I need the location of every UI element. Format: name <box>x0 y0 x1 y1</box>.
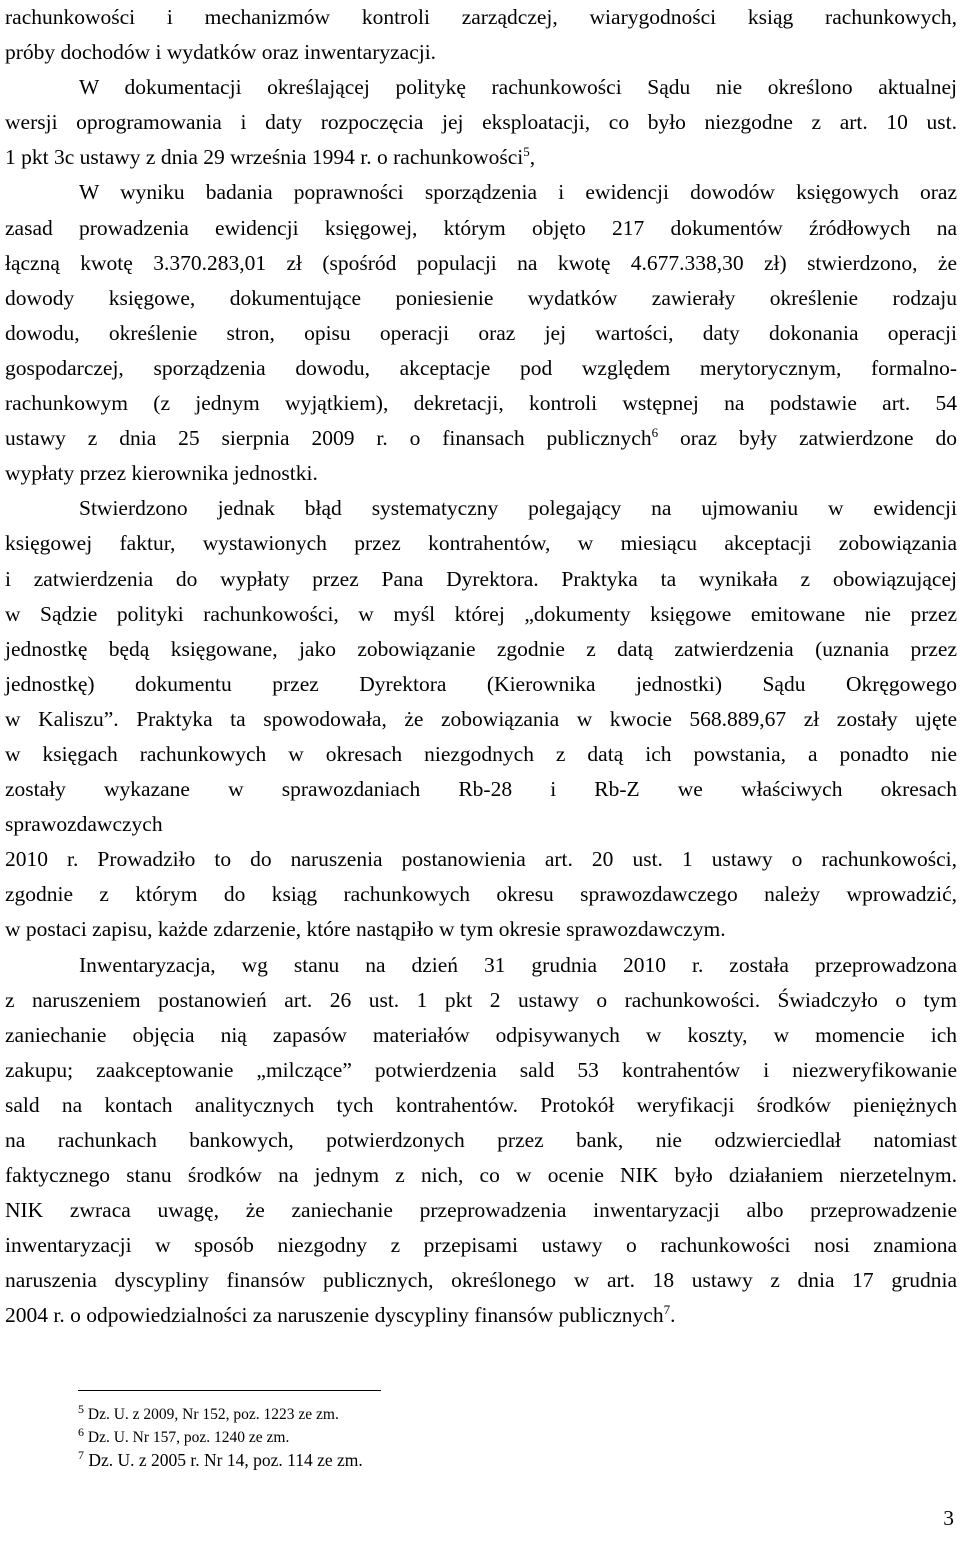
paragraph-4-line-3: i zatwierdzenia do wypłaty przez Pana Dyrektora. Praktyka ta wynikała z obowiązującej <box>5 566 957 591</box>
paragraph-4-line-6: jednostkę) dokumentu przez Dyrektora (Kierownika jednostki) Sądu Okręgowego <box>5 671 957 696</box>
paragraph-4-line-2: księgowej faktur, wystawionych przez kontrahentów, w miesiącu akceptacji zobowiązania <box>5 531 957 556</box>
paragraph-2-line-1: W dokumentacji określającej politykę rachunkowości Sądu nie określono aktualnej <box>79 75 957 100</box>
paragraph-2-line-3: 1 pkt 3c ustawy z dnia 29 września 1994 r. o rachunkowości$^5$, <box>5 144 536 170</box>
paragraph-1-line-1: rachunkowości i mechanizmów kontroli zarządczej, wiarygodności ksiąg rachunkowych, <box>5 5 957 29</box>
page-number: 3 <box>943 1506 954 1530</box>
footnote-separator <box>78 1390 381 1391</box>
paragraph-5-line-5: sald na kontach analitycznych tych kontrahentów. Protokół weryfikacji środków pieniężnych <box>5 1092 957 1117</box>
paragraph-4-line-13: w postaci zapisu, każde zdarzenie, które nastąpiło w tym okresie sprawozdawczym. <box>5 917 726 942</box>
paragraph-5-line-4: zakupu; zaakceptowanie „milczące” potwierdzenia sald 53 kontrahentów i niezweryfikowanie <box>5 1057 957 1082</box>
paragraph-3-line-5: dowodu, określenie stron, opisu operacji oraz jej wartości, daty dokonania operacji <box>5 320 957 345</box>
footnote-ref-6: 6 <box>651 424 659 440</box>
footnote-6: $^6$ Dz. U. Nr 157, poz. 1240 ze zm. <box>78 1424 290 1446</box>
paragraph-5-line-9: inwentaryzacji w sposób niezgodny z przepisami ustawy o rachunkowości nosi znamiona <box>5 1233 957 1258</box>
paragraph-3-line-9: wypłaty przez kierownika jednostki. <box>5 461 318 486</box>
paragraph-2-line-2: wersji oprogramowania i daty rozpoczęcia jej eksploatacji, co było niezgodne z art. 10 ust. <box>5 110 957 135</box>
paragraph-5-line-7: faktycznego stanu środków na jednym z nich, co w ocenie NIK było działaniem nierzetelnym. <box>5 1163 957 1188</box>
paragraph-5-line-10: naruszenia dyscypliny finansów publicznych, określonego w art. 18 ustawy z dnia 17 grudnia <box>5 1268 957 1293</box>
paragraph-4-line-10: sprawozdawczych <box>5 812 163 837</box>
paragraph-5-line-11: 2004 r. o odpowiedzialności za naruszenie dyscypliny finansów publicznych$^7$. <box>5 1302 676 1328</box>
paragraph-4-line-9: zostały wykazane w sprawozdaniach Rb-28 i Rb-Z we właściwych okresach <box>5 777 957 802</box>
paragraph-5-line-6: na rachunkach bankowych, potwierdzonych przez bank, nie odzwierciedlał natomiast <box>5 1128 957 1152</box>
paragraph-4-line-1: Stwierdzono jednak błąd systematyczny polegający na ujmowaniu w ewidencji <box>79 496 957 521</box>
footnote-5: $^5$ Dz. U. z 2009, Nr 152, poz. 1223 ze zm. <box>78 1401 339 1423</box>
footnote-ref-7: 7 <box>663 1302 671 1318</box>
paragraph-3-line-7: rachunkowym (z jednym wyjątkiem), dekretacji, kontroli wstępnej na podstawie art. 54 <box>5 391 957 416</box>
paragraph-3-line-6: gospodarczej, sporządzenia dowodu, akceptacje pod względem merytorycznym, formalno- <box>5 355 957 380</box>
paragraph-4-line-5: jednostkę będą księgowane, jako zobowiązanie zgodnie z datą zatwierdzenia (uznania przez <box>5 636 957 661</box>
footnote-7: $^7$ Dz. U. z 2005 r. Nr 14, poz. 114 ze zm. <box>78 1448 363 1470</box>
paragraph-4-line-12: zgodnie z którym do ksiąg rachunkowych okresu sprawozdawczego należy wprowadzić, <box>5 882 957 907</box>
paragraph-5-line-2: z naruszeniem postanowień art. 26 ust. 1 pkt 2 ustawy o rachunkowości. Świadczyło o tym <box>5 987 957 1012</box>
footnote-ref-5: 5 <box>523 144 530 160</box>
paragraph-3-line-8: ustawy z dnia 25 sierpnia 2009 r. o finansach publicznych$^6$ oraz były zatwierdzone do <box>5 424 957 451</box>
paragraph-4-line-8: w księgach rachunkowych w okresach niezgodnych z datą ich powstania, a ponadto nie <box>5 741 957 766</box>
paragraph-1-line-2: próby dochodów i wydatków oraz inwentaryzacji. <box>5 40 437 65</box>
paragraph-3-line-2: zasad prowadzenia ewidencji księgowej, którym objęto 217 dokumentów źródłowych na <box>5 215 957 240</box>
paragraph-3-line-4: dowody księgowe, dokumentujące poniesienie wydatków zawierały określenie rodzaju <box>5 285 957 310</box>
paragraph-3-line-3: łączną kwotę 3.370.283,01 zł (spośród populacji na kwotę 4.677.338,30 zł) stwierdzono, że <box>5 250 957 275</box>
paragraph-3-line-1: W wyniku badania poprawności sporządzenia i ewidencji dowodów księgowych oraz <box>79 180 957 205</box>
paragraph-5-line-3: zaniechanie objęcia nią zapasów materiałów odpisywanych w koszty, w momencie ich <box>5 1022 957 1047</box>
footnotes <box>78 1403 363 1472</box>
body-text <box>5 0 957 1334</box>
paragraph-5-line-8: NIK zwraca uwagę, że zaniechanie przeprowadzenia inwentaryzacji albo przeprowadzenie <box>5 1198 957 1223</box>
paragraph-5-line-1: Inwentaryzacja, wg stanu na dzień 31 grudnia 2010 r. została przeprowadzona <box>79 952 957 977</box>
paragraph-4-line-11: 2010 r. Prowadziło to do naruszenia postanowienia art. 20 ust. 1 ustawy o rachunkowości, <box>5 847 957 872</box>
paragraph-4-line-7: w Kaliszu”. Praktyka ta spowodowała, że zobowiązania w kwocie 568.889,67 zł zostały ujęte <box>5 706 957 731</box>
paragraph-4-line-4: w Sądzie polityki rachunkowości, w myśl której „dokumenty księgowe emitowane nie przez <box>5 601 957 626</box>
